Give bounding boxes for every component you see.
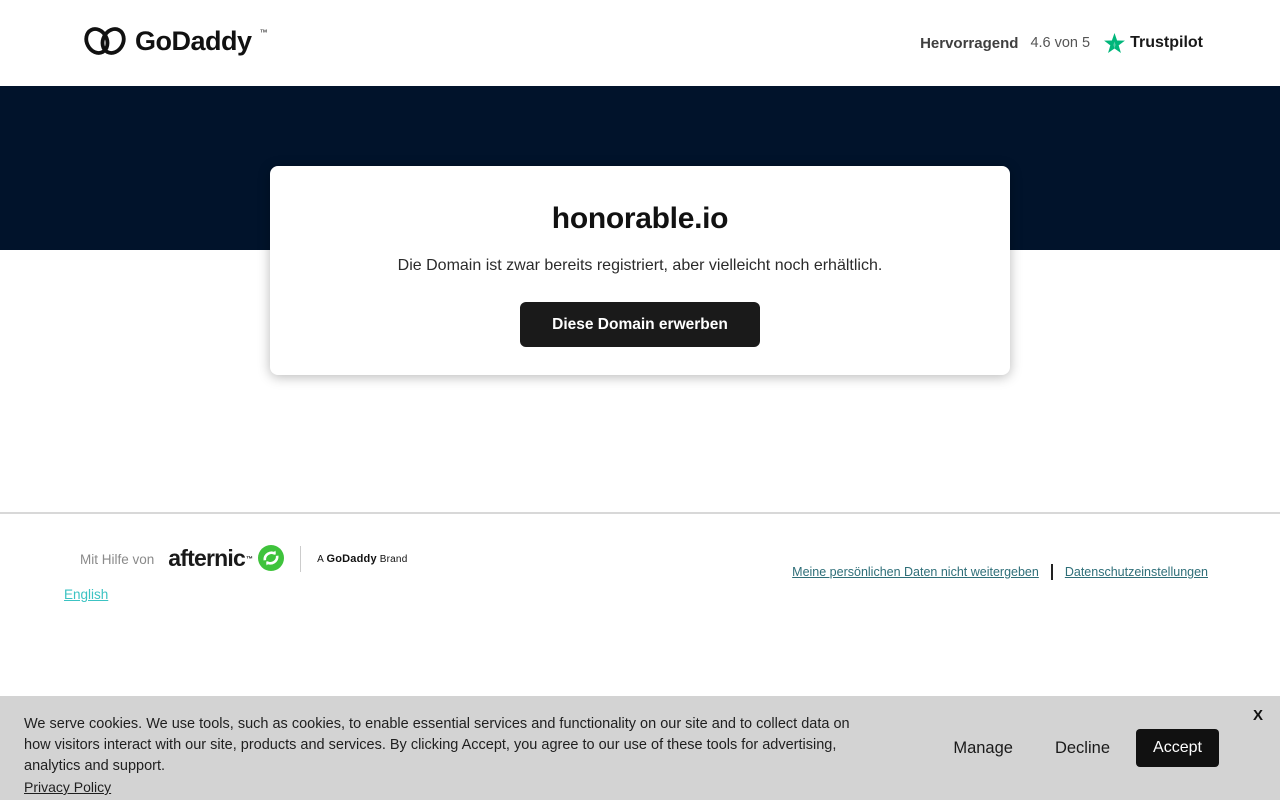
trustpilot-star-icon (1104, 33, 1125, 53)
privacy-settings-link[interactable]: Datenschutzeinstellungen (1064, 565, 1208, 579)
hero-band (0, 86, 1280, 333)
cookie-banner (0, 696, 1280, 800)
afternic-icon (258, 545, 284, 571)
language-switch-link[interactable]: English (64, 587, 109, 602)
afternic-trademark: ™ (245, 556, 253, 563)
acquire-domain-button[interactable]: Diese Domain erwerben (520, 302, 760, 347)
manage-button[interactable]: Manage (953, 738, 1013, 757)
brand-line-a: A (317, 554, 324, 565)
godaddy-brand-line (317, 553, 407, 565)
trustpilot-wordmark: Trustpilot (1130, 34, 1203, 51)
brand-line-brand: Brand (379, 554, 408, 565)
afternic-attribution (80, 545, 407, 573)
header (0, 0, 1280, 86)
afternic-logo (168, 545, 284, 573)
footer (0, 512, 1280, 696)
cookie-actions (953, 729, 1219, 767)
powered-by-label: Mit Hilfe von (80, 551, 155, 567)
rating-label: Hervorragend (920, 34, 1019, 52)
rating-value: 4.6 von 5 (1030, 35, 1091, 51)
close-icon[interactable]: X (1252, 707, 1263, 724)
accept-button[interactable]: Accept (1136, 729, 1219, 767)
godaddy-logo[interactable] (83, 24, 268, 63)
afternic-wordmark-text: afternic (168, 545, 245, 571)
godaddy-wordmark: GoDaddy (135, 25, 252, 56)
cookie-message: We serve cookies. We use tools, such as cookies, to enable essential services and functionality on our site and to collect data on how visitors interact with our site, products and services. By clicking Accept, you agree to our use of these tools for advertising, analytics and support. (24, 716, 850, 774)
do-not-share-data-link[interactable]: Meine persönlichen Daten nicht weitergeben (792, 565, 1039, 579)
godaddy-heart-icon (83, 24, 127, 63)
cookie-message-block (24, 714, 874, 799)
privacy-policy-link[interactable]: Privacy Policy (24, 779, 112, 795)
footer-link-separator (1051, 564, 1053, 580)
domain-availability-text: Die Domain ist zwar bereits registriert, aber vielleicht noch erhältlich. (397, 257, 883, 274)
brand-line-godaddy: GoDaddy (326, 553, 377, 565)
domain-card (270, 166, 1010, 375)
brand-divider (300, 546, 301, 572)
trustpilot-rating[interactable] (920, 33, 1203, 53)
footer-links (792, 564, 1208, 580)
decline-button[interactable]: Decline (1054, 738, 1110, 757)
godaddy-trademark: ™ (259, 27, 268, 37)
domain-name: honorable.io (551, 202, 729, 235)
